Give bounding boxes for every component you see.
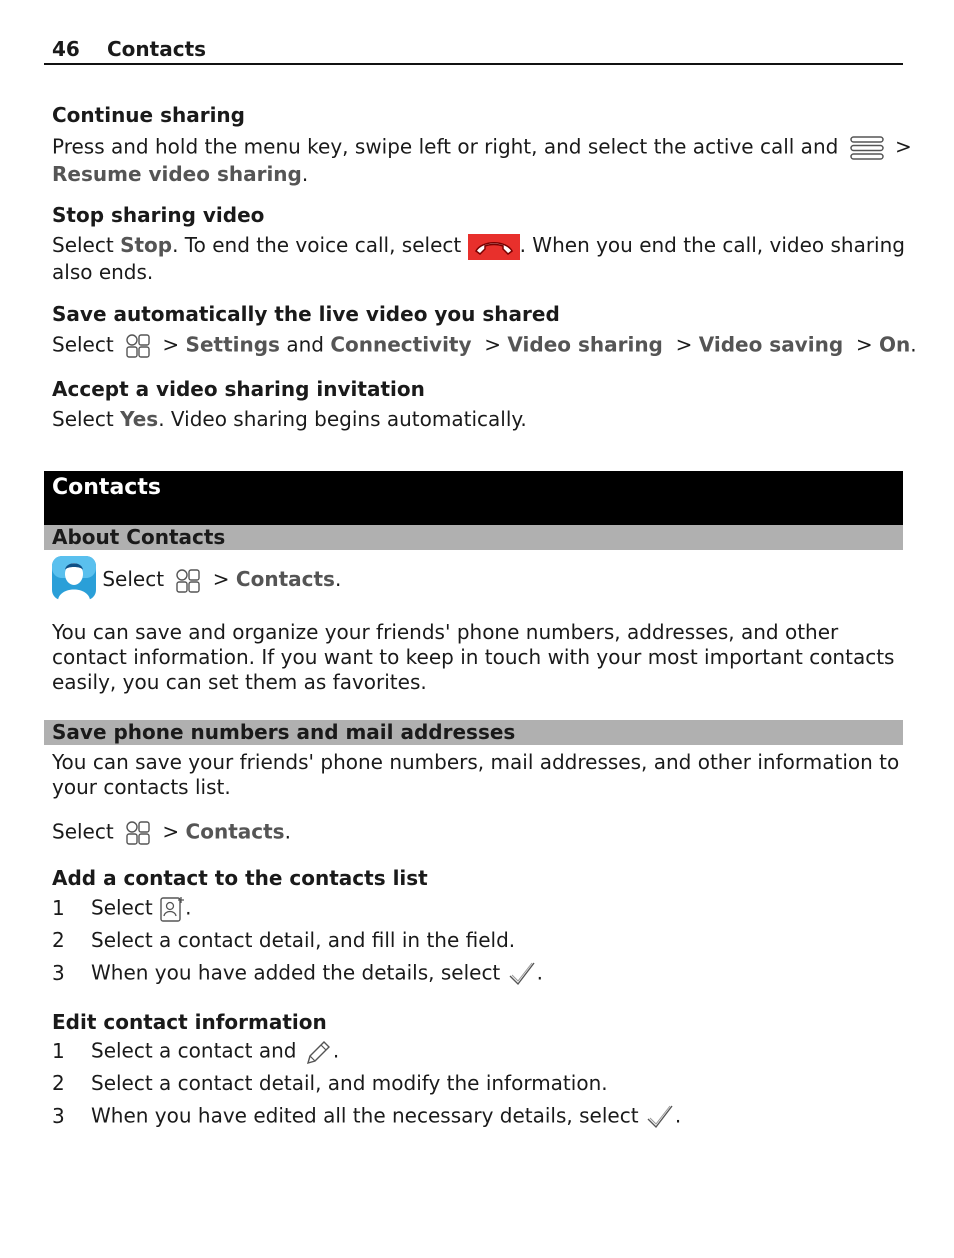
edit-contact-step-1	[52, 1038, 339, 1066]
yes-option: Yes	[120, 407, 159, 431]
separator-gt: >	[162, 819, 180, 844]
period: .	[536, 960, 543, 985]
continue-sharing-heading: Continue sharing	[52, 103, 245, 127]
step-text: Select a contact and	[91, 1038, 297, 1063]
on-option: On	[878, 332, 911, 357]
edit-contact-heading: Edit contact information	[52, 1010, 327, 1034]
paragraph-line: your contacts list.	[52, 775, 231, 799]
connectivity-option: Connectivity	[330, 332, 472, 357]
step-text: When you have edited all the necessary details, select	[91, 1103, 639, 1128]
step-text: When you have added the details, select	[91, 960, 501, 985]
page-number: 46	[52, 37, 80, 61]
step-text: Select a contact detail, and fill in the field.	[91, 928, 516, 952]
paragraph-line: You can save and organize your friends' phone numbers, addresses, and other	[52, 620, 839, 644]
step-number: 2	[52, 1071, 65, 1095]
separator-gt: >	[162, 332, 180, 357]
add-contact-icon	[159, 895, 185, 923]
contacts-option: Contacts	[185, 819, 285, 844]
step-number: 1	[52, 895, 65, 920]
step-number: 1	[52, 1038, 65, 1063]
save-numbers-band	[44, 720, 903, 745]
step-number: 3	[52, 1103, 65, 1128]
text-select: Select	[52, 407, 121, 431]
video-sharing-option: Video sharing	[507, 332, 663, 357]
paragraph-line: You can save your friends' phone numbers, mail addresses, and other information to	[52, 750, 900, 774]
paragraph-line: contact information. If you want to keep in touch with your most important contacts	[52, 645, 895, 669]
step-text: Select a contact detail, and modify the information.	[91, 1071, 608, 1095]
end-call-icon	[468, 234, 520, 260]
contacts-chapter-band	[44, 471, 903, 525]
running-section-title: Contacts	[107, 37, 207, 61]
settings-option: Settings	[185, 332, 280, 357]
about-contacts-heading: About Contacts	[52, 525, 226, 549]
about-contacts-paragraph	[52, 620, 900, 695]
text-select: Select	[52, 233, 121, 257]
period: .	[185, 895, 192, 920]
period: .	[332, 1038, 340, 1063]
checkmark-icon	[645, 1103, 675, 1131]
text-select: Select	[52, 819, 114, 844]
save-automatically-heading: Save automatically the live video you shared	[52, 302, 560, 326]
contacts-app-icon	[52, 556, 96, 600]
about-contacts-band	[44, 525, 903, 550]
add-contact-heading: Add a contact to the contacts list	[52, 866, 428, 890]
step-number: 2	[52, 928, 65, 952]
continue-sharing-line1: Press and hold the menu key, swipe left or right, and select the active call and	[52, 134, 839, 159]
text-begins: . Video sharing begins automatically.	[158, 407, 527, 431]
save-automatically-text	[52, 332, 917, 360]
text-and: and	[286, 332, 324, 357]
page-header	[44, 36, 903, 65]
stop-sharing-text	[52, 233, 905, 285]
app-grid-icon	[124, 819, 152, 847]
period: .	[284, 819, 291, 844]
separator-gt: >	[484, 332, 502, 357]
contacts-option: Contacts	[235, 567, 335, 591]
add-contact-step-2	[52, 928, 515, 953]
edit-contact-step-2	[52, 1071, 608, 1096]
add-contact-step-1	[52, 895, 191, 923]
text-end-call: . To end the voice call, select	[172, 233, 462, 257]
resume-video-sharing-option: Resume video sharing	[52, 162, 302, 186]
text-also-ends: also ends.	[52, 259, 154, 284]
text-when-end: . When you end the call, video sharing	[519, 233, 905, 257]
save-numbers-paragraph	[52, 750, 900, 800]
continue-sharing-text	[52, 134, 912, 187]
app-grid-icon	[174, 567, 202, 595]
period: .	[301, 162, 309, 186]
separator-gt: >	[675, 332, 693, 357]
app-grid-icon	[124, 332, 152, 360]
stop-sharing-heading: Stop sharing video	[52, 203, 265, 227]
save-numbers-heading: Save phone numbers and mail addresses	[52, 720, 516, 744]
step-text: Select	[91, 895, 153, 920]
pencil-icon	[303, 1038, 333, 1066]
accept-invitation-heading: Accept a video sharing invitation	[52, 377, 425, 401]
video-saving-option: Video saving	[698, 332, 844, 357]
contacts-chapter-title: Contacts	[52, 475, 161, 500]
separator-gt: >	[895, 134, 912, 159]
paragraph-line: easily, you can set them as favorites.	[52, 670, 427, 694]
about-contacts-select-line	[52, 556, 900, 602]
text-select: Select	[102, 567, 165, 591]
separator-gt: >	[212, 567, 230, 591]
stop-option: Stop	[120, 233, 173, 257]
menu-icon	[849, 134, 885, 162]
period: .	[674, 1103, 682, 1128]
step-number: 3	[52, 960, 65, 985]
save-numbers-select-line	[52, 819, 900, 847]
add-contact-step-3	[52, 960, 543, 988]
period: .	[334, 567, 342, 591]
checkmark-icon	[507, 960, 537, 988]
separator-gt: >	[855, 332, 873, 357]
accept-invitation-text	[52, 407, 900, 432]
period: .	[910, 332, 917, 357]
text-select: Select	[52, 332, 114, 357]
edit-contact-step-3	[52, 1103, 681, 1131]
